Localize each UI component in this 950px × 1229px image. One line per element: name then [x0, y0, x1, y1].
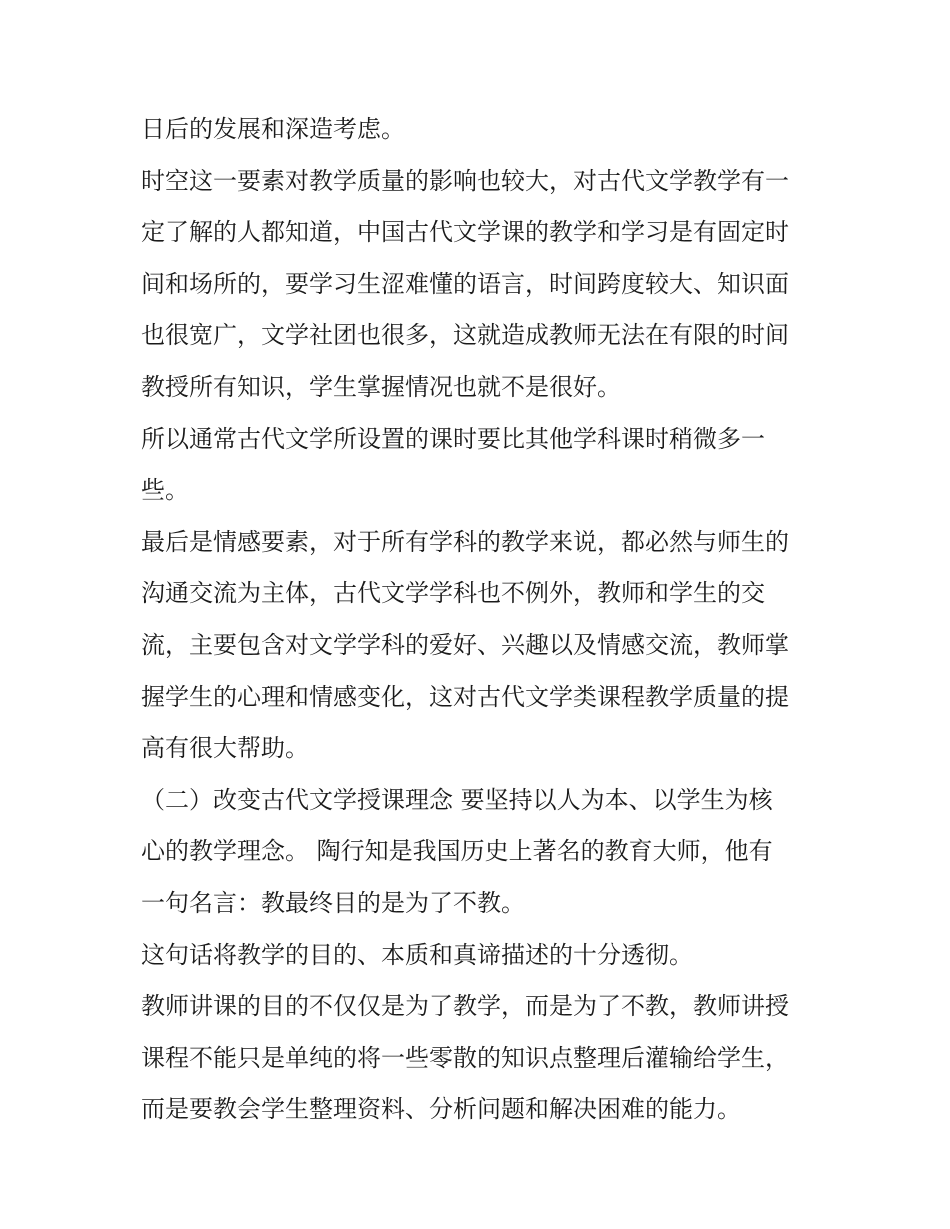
text-line: 日后的发展和深造考虑。 — [141, 115, 405, 143]
text-line: 心的教学理念。 陶行知是我国历史上著名的教育大师，他有 — [141, 837, 773, 866]
text-line: 教师讲课的目的不仅仅是为了教学，而是为了不教，教师讲授 — [141, 992, 789, 1021]
text-line: 高有很大帮助。 — [141, 734, 309, 763]
text-line: 也很宽广，文学社团也很多，这就造成教师无法在有限的时间 — [141, 321, 789, 350]
text-line: 课程不能只是单纯的将一些零散的知识点整理后灌输给学生， — [141, 1043, 789, 1072]
text-line: 而是要教会学生整理资料、分析问题和解决困难的能力。 — [141, 1095, 741, 1124]
text-line: 沟通交流为主体，古代文学学科也不例外，教师和学生的交 — [141, 579, 765, 608]
text-line: 这句话将教学的目的、本质和真谛描述的十分透彻。 — [141, 940, 693, 969]
text-line: 定了解的人都知道，中国古代文学课的教学和学习是有固定时 — [141, 218, 789, 247]
text-line: 一句名言：教最终目的是为了不教。 — [141, 888, 525, 917]
text-line: 间和场所的，要学习生涩难懂的语言，时间跨度较大、知识面 — [141, 269, 789, 298]
text-line: 所以通常古代文学所设置的课时要比其他学科课时稍微多一 — [141, 424, 765, 453]
text-line: 时空这一要素对教学质量的影响也较大，对古代文学教学有一 — [141, 166, 789, 195]
text-line: 些。 — [141, 476, 189, 505]
body-text — [141, 104, 821, 1136]
text-line: 最后是情感要素，对于所有学科的教学来说，都必然与师生的 — [141, 527, 789, 556]
text-line: （二）改变古代文学授课理念 要坚持以人为本、以学生为核 — [141, 785, 773, 814]
text-line: 流，主要包含对文学学科的爱好、兴趣以及情感交流，教师掌 — [141, 630, 789, 659]
text-line: 教授所有知识，学生掌握情况也就不是很好。 — [141, 372, 621, 401]
text-line: 握学生的心理和情感变化，这对古代文学类课程教学质量的提 — [141, 682, 789, 711]
